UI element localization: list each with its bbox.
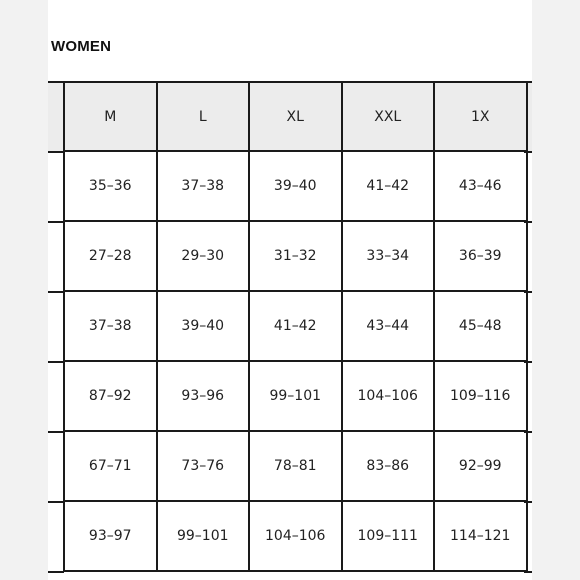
row-divider-left [48,361,64,363]
row-divider-left [48,291,64,293]
table-cell: 83–86 [342,431,435,501]
table-row [64,501,527,571]
row-divider-left [48,151,64,153]
table-cell: 43–46 [434,151,527,221]
table-cell: 109–111 [342,501,435,571]
table-cell: 35–36 [64,151,157,221]
section-heading: WOMEN [51,38,112,55]
column-header-xxl: XXL [342,82,435,151]
table-cell: 93–96 [157,361,250,431]
table-cell: 73–76 [157,431,250,501]
row-divider-left [48,431,64,433]
table-cell: 41–42 [342,151,435,221]
size-chart-page [48,0,532,580]
column-header-m: M [64,82,157,151]
table-cell: 104–106 [249,501,342,571]
table-cell: 37–38 [64,291,157,361]
table-cell: 27–28 [64,221,157,291]
column-header-1x: 1X [434,82,527,151]
table-cell: 43–44 [342,291,435,361]
table-row [64,151,527,221]
table-cell: 31–32 [249,221,342,291]
row-divider-left [48,221,64,223]
table-cell: 29–30 [157,221,250,291]
column-header-l: L [157,82,250,151]
table-row [64,221,527,291]
table-cell: 41–42 [249,291,342,361]
table-cell: 109–116 [434,361,527,431]
table-cell: 93–97 [64,501,157,571]
table-cell: 45–48 [434,291,527,361]
table-cell: 37–38 [157,151,250,221]
row-divider-left [48,501,64,503]
table-cell: 114–121 [434,501,527,571]
table-cell: 78–81 [249,431,342,501]
table-cell: 92–99 [434,431,527,501]
table-left-edge [48,81,64,151]
table-cell: 67–71 [64,431,157,501]
table-header-row [64,82,527,151]
row-divider-left [48,571,64,573]
table-cell: 87–92 [64,361,157,431]
table-row [64,291,527,361]
table-cell: 99–101 [157,501,250,571]
table-row [64,361,527,431]
table-cell: 36–39 [434,221,527,291]
table-cell: 39–40 [249,151,342,221]
table-row [64,431,527,501]
table-cell: 39–40 [157,291,250,361]
table-cell: 99–101 [249,361,342,431]
column-header-xl: XL [249,82,342,151]
table-cell: 33–34 [342,221,435,291]
table-cell: 104–106 [342,361,435,431]
size-table [63,81,528,572]
